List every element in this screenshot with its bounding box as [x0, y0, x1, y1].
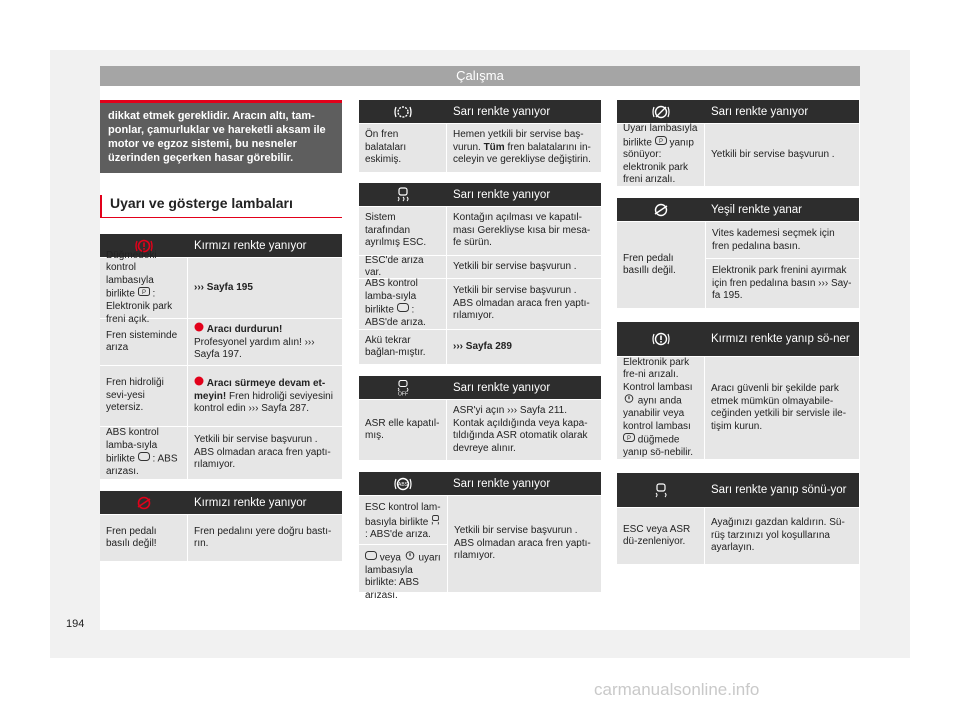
- cell-text: Kontağın açılması ve kapatıl-ması Gerekliyse kısa bir mesa-fe sürün.: [453, 212, 591, 249]
- cell-text: aynı anda yanabilir veya kontrol lambası: [623, 395, 691, 432]
- table-header-label: Sarı renkte yanıyor: [453, 477, 551, 490]
- table-header-label: Sarı renkte yanıp sönü-yor: [711, 484, 847, 496]
- esc-icon: [359, 187, 447, 202]
- table-header: [359, 183, 601, 206]
- cell-text: Fren hidroliği sevi-yesi yetersiz.: [100, 366, 188, 426]
- brake-icon: [623, 394, 635, 408]
- table-row: [617, 507, 859, 564]
- table-header-label: Sarı renkte yanıyor: [453, 105, 551, 118]
- cell-text: Sistem tarafından ayrılmış ESC.: [359, 207, 447, 255]
- table-yellow-1: [359, 100, 601, 172]
- table-header-label: Kırmızı renkte yanıyor: [194, 496, 307, 509]
- table-row: [359, 329, 601, 364]
- section-title: Uyarı ve gösterge lambaları: [100, 195, 342, 218]
- table-header-label: Sarı renkte yanıyor: [711, 105, 809, 118]
- cell-text: : Elektronik park freni açık.: [106, 288, 173, 325]
- table-header: [359, 100, 601, 123]
- table-header-label: Yeşil renkte yanar: [711, 203, 802, 216]
- cell-text: Elektronik park frenini ayırmak için fren pedalına basın ››› Say-fa 195.: [706, 258, 859, 308]
- cell-text: yanıp sönüyor: elektronik park freni arızalı.: [623, 136, 694, 186]
- table-row: [359, 123, 601, 172]
- esc-icon: [431, 515, 440, 530]
- cell-text: düğmede yanıp sö-nebilir.: [623, 434, 694, 458]
- cell-text: Fren hidroliği seviyesini kontrol edin ››› Sayfa 287.: [194, 390, 333, 415]
- column-1: [100, 100, 342, 561]
- park-brake-icon: [655, 136, 667, 150]
- table-header-label: Kırmızı renkte yanıyor: [194, 239, 307, 252]
- table-green: [617, 198, 859, 308]
- table-row: [100, 514, 342, 561]
- svg-text:P: P: [658, 138, 663, 145]
- table-yellow-3: [359, 376, 601, 460]
- table-red-2: [100, 491, 342, 561]
- park-brake-icon: [623, 433, 635, 447]
- svg-text:OFF: OFF: [398, 391, 408, 396]
- cell-text: ASR elle kapatıl-mış.: [359, 400, 447, 460]
- cell-link[interactable]: ››› Sayfa 289: [453, 340, 512, 352]
- cell-text: : ABS arızası.: [106, 453, 178, 478]
- red-stop-icon: [194, 322, 204, 337]
- table-header-label: Sarı renkte yanıyor: [453, 381, 551, 394]
- cell-text: Yetkili bir servise başvurun . ABS olmadan araca fren yaptı-rılamıyor.: [453, 285, 590, 322]
- brake-icon: [404, 551, 416, 565]
- cell-text: Ön fren balataları eskimiş.: [359, 124, 447, 172]
- cell-text: Uyarı lambasıyla birlikte: [623, 123, 698, 148]
- cell-text: uyarı lambasıyla birlikte: ABS arızası.: [365, 552, 441, 601]
- cell-text: fren balatalarını in-celeyin ve gerekliyse değiştirin.: [453, 141, 591, 166]
- cell-text: Profesyonel yardım alın! ››› Sayfa 197.: [194, 336, 315, 361]
- table-red-1: [100, 234, 342, 479]
- svg-text:P: P: [626, 436, 632, 442]
- cell-text-bold: Aracı durdurun!: [206, 324, 283, 336]
- table-row: [100, 426, 342, 479]
- park-brake-icon: [138, 287, 150, 301]
- table-row: [100, 249, 342, 325]
- table-row: [617, 356, 859, 459]
- cell-text-bold: Aracı sürmeye devam et-meyin!: [194, 378, 326, 402]
- cell-text: Fren sisteminde arıza: [100, 319, 188, 365]
- cell-text: ESC veya ASR dü-zenleniyor.: [617, 508, 705, 564]
- cell-text: Düğmedeki kontrol lambasıyla birlikte: [106, 249, 157, 300]
- table-row: [359, 206, 601, 255]
- cell-text: Aracı güvenli bir şekilde park etmek mümkün olmayabile-ceğinden yetkili bir servisle ile-tişim kurun.: [711, 383, 847, 432]
- table-row: [100, 318, 342, 365]
- cell-text: ESC kontrol lam-basıyla birlikte: [365, 502, 441, 528]
- table-header: [617, 198, 859, 221]
- table-row: [100, 365, 342, 426]
- cell-text: Fren pedalı basıllı değil.: [623, 252, 676, 276]
- park-brake-fault-icon: [617, 105, 705, 119]
- cell-text: Ayağınızı gazdan kaldırın. Sü-rüş tarzınızı yol koşullarına ayarlayın.: [711, 517, 845, 554]
- cell-text: : ABS'de arıza.: [365, 529, 431, 540]
- table-yellow-2: [359, 183, 601, 364]
- table-header: [617, 322, 859, 356]
- column-2: [359, 100, 601, 601]
- cell-text: Yetkili bir servise başvurun . ABS olmadan araca fren yaptı-rılamıyor.: [194, 434, 331, 471]
- table-row: [359, 278, 601, 329]
- red-stop-icon: [194, 376, 204, 391]
- abs-warning-icon: [359, 477, 447, 491]
- brake-pedal-icon: [100, 496, 188, 510]
- cell-text: ABS kontrol lamba-sıyla birlikte: [106, 427, 159, 465]
- cell-text: Elektronik park fre-ni arızalı. Kontrol lambası: [623, 356, 693, 393]
- cell-text: ESC'de arıza var.: [359, 256, 447, 278]
- table-header: [100, 491, 342, 514]
- cell-link[interactable]: ››› Sayfa 195: [194, 281, 253, 293]
- cell-text: Hemen yetkili bir servise baş-vurun.: [453, 129, 584, 153]
- cell-text: Yetkili bir servise başvurun .: [453, 260, 577, 272]
- table-header-label: Kırmızı renkte yanıp sö-ner: [711, 333, 850, 345]
- table-header: [617, 473, 859, 507]
- cell-text-bold: Tüm: [483, 141, 505, 153]
- table-header: [359, 376, 601, 399]
- page-number: 194: [66, 618, 85, 630]
- table-header-label: Sarı renkte yanıyor: [453, 188, 551, 201]
- table-merged-row: [617, 221, 859, 308]
- cell-text: Vites kademesi seçmek için fren pedalına basın.: [712, 228, 835, 252]
- table-row: [359, 255, 601, 278]
- table-red-blink: [617, 322, 859, 459]
- table-header: [617, 100, 859, 123]
- table-yellow-park: [617, 100, 859, 186]
- abs-icon: [138, 452, 150, 466]
- table-yellow-4: [359, 472, 601, 601]
- cell-text: Fren pedalı basılı değil!: [100, 515, 188, 561]
- asr-off-icon: [359, 380, 447, 396]
- cell-text: Yetkili bir servise başvurun .: [711, 148, 835, 160]
- warning-box: dikkat etmek gereklidir. Aracın altı, tam-ponlar, çamurluklar ve hareketli aksam ile motor ve egzoz sistemi, bu nesneler üzerinden geçerken hasar görebilir.: [100, 100, 342, 173]
- cell-text: ABS kontrol lamba-sıyla birlikte: [365, 278, 418, 316]
- table-row: [617, 123, 859, 186]
- brake-pad-icon: [359, 105, 447, 119]
- watermark: carmanualsonline.info: [594, 680, 760, 699]
- cell-text: : ABS'de arıza.: [365, 304, 426, 329]
- cell-text: ASR'yi açın ››› Sayfa 211. Kontak açıldığında veya kapa-tıldığında ASR otomatik olarak devreye alınır.: [453, 405, 588, 454]
- cell-text: Yetkili bir servise başvurun . ABS olmadan araca fren yaptı-rılamıyor.: [454, 525, 591, 562]
- esc-icon: [617, 483, 705, 498]
- svg-text:P: P: [141, 290, 146, 297]
- abs-icon: [397, 303, 409, 317]
- cell-text: veya: [379, 552, 401, 564]
- column-3: [617, 100, 859, 564]
- table-merged-row: [359, 495, 601, 601]
- table-row: [359, 399, 601, 460]
- abs-icon: [365, 551, 377, 565]
- cell-text: Akü tekrar bağlan-mıştır.: [359, 330, 447, 364]
- table-header: [359, 472, 601, 495]
- cell-text: Fren pedalını yere doğru bastı-rın.: [194, 525, 332, 549]
- page-header: Çalışma: [100, 66, 860, 86]
- brake-pedal-icon: [617, 203, 705, 217]
- brake-fault-icon: [617, 332, 705, 346]
- svg-text:ABS: ABS: [397, 481, 409, 488]
- table-yellow-blink: [617, 473, 859, 564]
